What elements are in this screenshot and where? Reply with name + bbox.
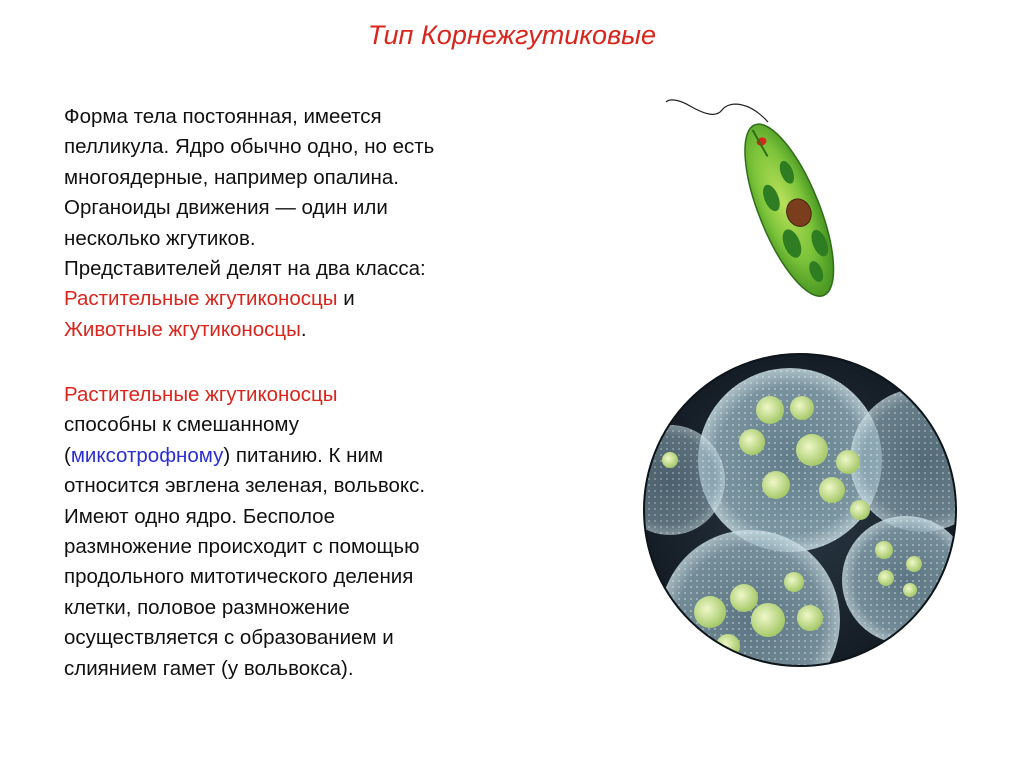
text-line [64,441,564,471]
text-line: относится эвглена зеленая, вольвокс. [64,474,426,498]
text-line: осуществляется с образованием и [64,626,394,650]
slide-title: Тип Корнежгутиковые [367,20,657,50]
text-line: Представителей делят на два класса: [64,257,426,281]
text-line: размножение происходит с помощью [64,535,420,559]
text-fragment: ) питанию. К ним [223,443,384,467]
conjunction: и [337,287,355,311]
text-line: Форма тела постоянная, имеется [64,105,382,128]
description-block [64,102,564,345]
text-line: многоядерные, например опалина. [64,165,399,189]
text-line: пелликула. Ядро обычно одно, но есть [64,135,435,159]
section-heading: Растительные жгутиконосцы [64,383,338,406]
text-line: несколько жгутиков. [64,226,256,250]
text-line: Имеют одно ядро. Бесполое [64,504,335,528]
text-line: способны к смешанному [64,413,299,437]
period: . [300,317,307,341]
classes-line [64,284,564,314]
paren-open: ( [64,443,71,467]
text-line: слиянием гамет (у вольвокса). [64,656,354,680]
euglena-illustration-icon [660,92,860,307]
term-mixotrophic: миксотрофному [70,443,224,467]
classes-line [64,315,564,345]
class-name-animal: Животные жгутиконосцы [64,317,301,341]
volvox-micrograph-icon [640,350,960,670]
text-line: Органоиды движения — один или [64,196,388,220]
class-name-plant: Растительные жгутиконосцы [64,287,338,311]
plant-flagellates-block [64,380,564,684]
text-line: клетки, половое размножение [64,595,350,619]
text-line: продольного митотического деления [64,565,414,589]
